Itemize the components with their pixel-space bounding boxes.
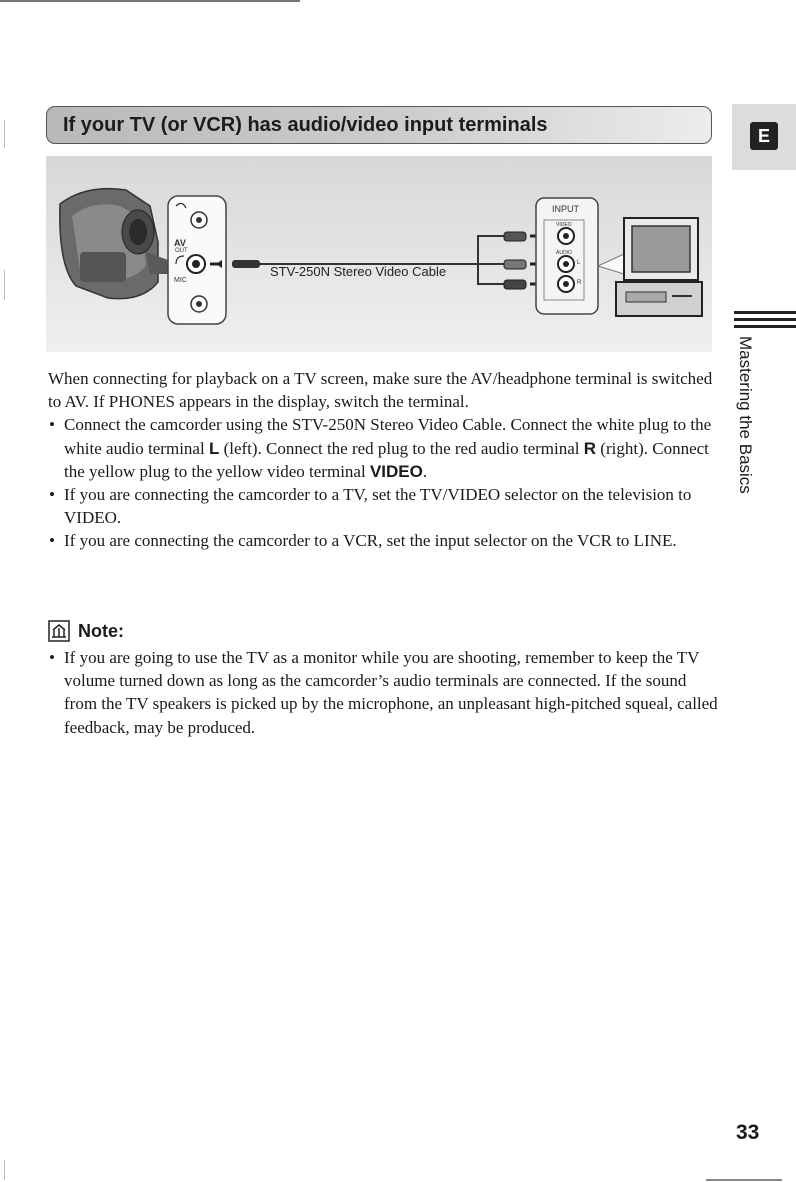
- bullet-item: [48, 413, 728, 483]
- terminal-label: VIDEO: [369, 461, 423, 481]
- side-rule: [734, 318, 796, 321]
- input-panel-title: INPUT: [552, 204, 579, 214]
- side-rule: [734, 311, 796, 314]
- terminal-label: L: [208, 438, 220, 458]
- bullet-text: (right). Connect the yellow plug to the yellow video terminal: [64, 438, 709, 481]
- camcorder-jack-panel: [168, 196, 226, 324]
- left-jack-label: L: [577, 260, 581, 266]
- note-icon: [48, 620, 70, 642]
- connection-diagram-art: [46, 156, 712, 352]
- note-title: Note:: [78, 620, 124, 641]
- side-caption: [735, 336, 755, 494]
- bullet-item: • If you are connecting the camcorder to a VCR, set the input selector on the VCR to LINE.: [48, 529, 728, 552]
- side-caption-line-1: Mastering: [736, 336, 755, 411]
- note-heading: [48, 620, 124, 642]
- out-jack-label: OUT: [175, 248, 188, 254]
- left-margin-mark: [4, 120, 5, 148]
- terminal-label: R: [583, 438, 597, 458]
- camcorder-illustration: [60, 189, 168, 299]
- side-caption-line-2: the Basics: [736, 415, 755, 494]
- left-margin-mark: [4, 1160, 5, 1180]
- bullet-text: Connect the camcorder using the STV-250N Stereo Video Cable. Connect the white plug to the white audio terminal: [64, 415, 712, 458]
- tv-set-illustration: [616, 218, 702, 316]
- body-text: [48, 367, 728, 553]
- language-badge: E: [750, 122, 778, 150]
- cable-label: STV-250N Stereo Video Cable: [270, 264, 447, 279]
- page-number: 33: [736, 1121, 760, 1144]
- bullet-item: • If you are connecting the camcorder to a TV, set the TV/VIDEO selector on the television to VIDEO.: [48, 483, 728, 529]
- section-title: If your TV (or VCR) has audio/video input terminals: [63, 113, 548, 136]
- connection-diagram: [46, 156, 712, 352]
- bullet-text: .: [422, 461, 428, 481]
- tv-input-panel: [536, 198, 598, 314]
- section-header: [46, 106, 712, 144]
- intro-paragraph: When connecting for playback on a TV screen, make sure the AV/headphone terminal is switched to AV. If PHONES appears in the display, switch the terminal.: [48, 369, 713, 412]
- mic-jack-label: MIC: [174, 277, 187, 284]
- bullet-text: (left). Connect the red plug to the red audio terminal: [219, 438, 584, 458]
- right-jack-label: R: [577, 280, 582, 286]
- side-rule: [734, 325, 796, 328]
- bottom-rule: [706, 1179, 782, 1181]
- av-jack-label: AV: [174, 238, 186, 248]
- top-rule: [0, 0, 300, 2]
- note-body: [48, 646, 720, 739]
- note-bullet: • If you are going to use the TV as a monitor while you are shooting, remember to keep the TV volume turned down as long as the camcorder’s audio terminals are connected. If the sound from the TV speakers is picked up by the microphone, an unpleasant high-pitched squeal, called feedback, may be produced.: [48, 646, 720, 739]
- video-jack-label: VIDEO: [556, 222, 572, 228]
- left-margin-mark: [4, 270, 5, 300]
- audio-jack-label: AUDIO: [556, 250, 572, 256]
